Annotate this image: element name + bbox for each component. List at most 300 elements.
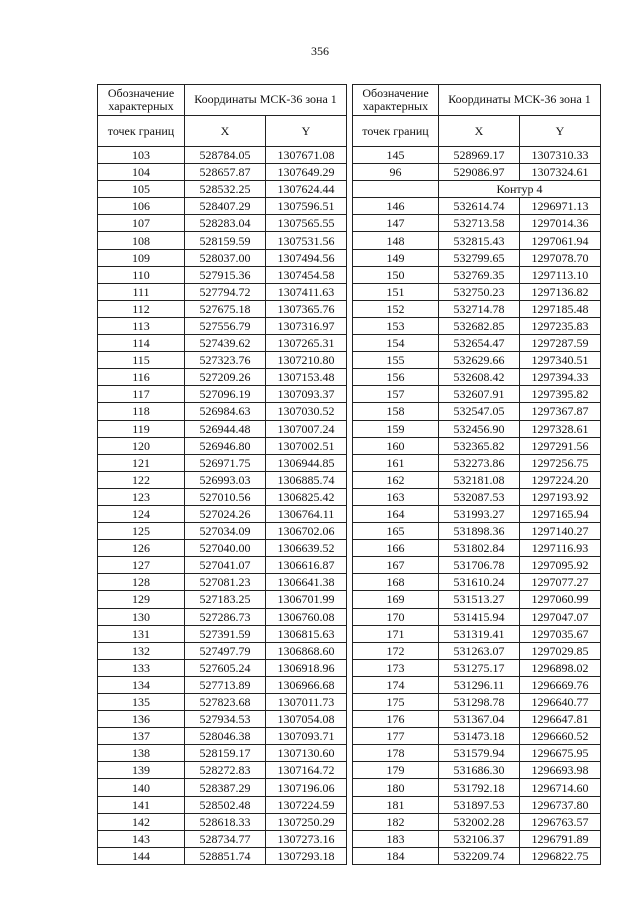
point-id-cell: 129	[98, 591, 185, 608]
y-value-cell: 1297328.61	[520, 420, 601, 437]
x-value-cell: 527794.72	[185, 283, 266, 300]
x-value-cell: 527183.25	[185, 591, 266, 608]
point-id-cell: 118	[98, 403, 185, 420]
point-id-cell: 159	[353, 420, 439, 437]
x-value-cell: 532106.37	[439, 830, 520, 847]
point-id-cell: 139	[98, 762, 185, 779]
x-value-cell: 527915.36	[185, 266, 266, 283]
y-value-cell: 1297395.82	[520, 386, 601, 403]
x-value-cell: 531275.17	[439, 659, 520, 676]
y-value-cell: 1297193.92	[520, 488, 601, 505]
x-value-cell: 527041.07	[185, 557, 266, 574]
table-row	[98, 779, 347, 796]
point-id-cell: 158	[353, 403, 439, 420]
point-id-cell: 105	[98, 181, 185, 198]
table-row	[353, 249, 601, 266]
x-value-cell: 527934.53	[185, 711, 266, 728]
y-value-cell: 1297291.56	[520, 437, 601, 454]
table-row	[353, 420, 601, 437]
x-value-cell: 527209.26	[185, 369, 266, 386]
y-column-header: Y	[266, 116, 347, 147]
x-value-cell: 531263.07	[439, 642, 520, 659]
y-value-cell: 1306760.08	[266, 608, 347, 625]
point-id-cell: 103	[98, 147, 185, 164]
y-value-cell: 1306966.68	[266, 676, 347, 693]
table-row	[353, 300, 601, 317]
point-id-cell: 134	[98, 676, 185, 693]
x-value-cell: 532713.58	[439, 215, 520, 232]
x-value-cell: 531897.53	[439, 796, 520, 813]
point-id-cell: 138	[98, 745, 185, 762]
y-value-cell: 1307494.56	[266, 249, 347, 266]
table-row	[353, 164, 601, 181]
y-value-cell: 1307250.29	[266, 813, 347, 830]
y-value-cell: 1306701.99	[266, 591, 347, 608]
point-id-cell: 173	[353, 659, 439, 676]
y-value-cell: 1297077.27	[520, 574, 601, 591]
x-value-cell: 528283.04	[185, 215, 266, 232]
y-value-cell: 1296791.89	[520, 830, 601, 847]
point-id-cell: 175	[353, 694, 439, 711]
y-value-cell: 1307365.76	[266, 300, 347, 317]
table-row	[353, 847, 601, 864]
point-id-cell: 146	[353, 198, 439, 215]
x-value-cell: 531792.18	[439, 779, 520, 796]
x-value-cell: 527391.59	[185, 625, 266, 642]
y-value-cell: 1297256.75	[520, 454, 601, 471]
table-row	[353, 659, 601, 676]
x-value-cell: 531802.84	[439, 540, 520, 557]
point-id-cell: 96	[353, 164, 439, 181]
point-id-cell: 157	[353, 386, 439, 403]
point-id-cell: 156	[353, 369, 439, 386]
point-id-cell: 126	[98, 540, 185, 557]
x-value-cell: 531579.94	[439, 745, 520, 762]
point-id-cell: 154	[353, 335, 439, 352]
table-row	[353, 403, 601, 420]
point-id-cell: 137	[98, 728, 185, 745]
table-row	[98, 625, 347, 642]
x-value-cell: 531473.18	[439, 728, 520, 745]
y-value-cell: 1307054.08	[266, 711, 347, 728]
point-id-cell: 130	[98, 608, 185, 625]
x-value-cell: 528784.05	[185, 147, 266, 164]
y-value-cell: 1307454.58	[266, 266, 347, 283]
table-row	[98, 386, 347, 403]
point-id-cell: 131	[98, 625, 185, 642]
x-value-cell: 531706.78	[439, 557, 520, 574]
coordinates-table-left	[97, 84, 347, 865]
y-value-cell: 1306944.85	[266, 454, 347, 471]
y-value-cell: 1297140.27	[520, 523, 601, 540]
x-value-cell: 527081.23	[185, 574, 266, 591]
y-value-cell: 1306868.60	[266, 642, 347, 659]
table-row	[98, 317, 347, 334]
table-row	[353, 591, 601, 608]
point-id-cell: 169	[353, 591, 439, 608]
y-value-cell: 1296763.57	[520, 813, 601, 830]
table-row	[353, 557, 601, 574]
point-id-cell: 149	[353, 249, 439, 266]
y-column-header: Y	[520, 116, 601, 147]
x-value-cell: 532815.43	[439, 232, 520, 249]
table-row	[98, 147, 347, 164]
table-row	[98, 694, 347, 711]
table-row	[98, 335, 347, 352]
x-value-cell: 527823.68	[185, 694, 266, 711]
point-id-cell: 152	[353, 300, 439, 317]
point-id-cell: 148	[353, 232, 439, 249]
x-value-cell: 531319.41	[439, 625, 520, 642]
point-label-header-bottom: точек границ	[98, 116, 185, 147]
point-id-cell: 140	[98, 779, 185, 796]
x-value-cell: 526984.63	[185, 403, 266, 420]
point-id-cell: 127	[98, 557, 185, 574]
y-value-cell: 1297394.33	[520, 369, 601, 386]
y-value-cell: 1306616.87	[266, 557, 347, 574]
x-value-cell: 532181.08	[439, 471, 520, 488]
point-id-cell: 174	[353, 676, 439, 693]
table-row	[353, 198, 601, 215]
table-row	[353, 574, 601, 591]
y-value-cell: 1307310.33	[520, 147, 601, 164]
table-row	[353, 471, 601, 488]
point-id-cell: 106	[98, 198, 185, 215]
table-row	[353, 762, 601, 779]
point-id-cell: 151	[353, 283, 439, 300]
x-value-cell: 528618.33	[185, 813, 266, 830]
y-value-cell: 1307210.80	[266, 352, 347, 369]
y-value-cell: 1296647.81	[520, 711, 601, 728]
table-row	[353, 540, 601, 557]
x-value-cell: 532607.91	[439, 386, 520, 403]
point-id-cell: 160	[353, 437, 439, 454]
x-value-cell: 527096.19	[185, 386, 266, 403]
table-row	[98, 352, 347, 369]
x-value-cell: 528407.29	[185, 198, 266, 215]
y-value-cell: 1307007.24	[266, 420, 347, 437]
x-value-cell: 532209.74	[439, 847, 520, 864]
y-value-cell: 1297014.36	[520, 215, 601, 232]
point-id-cell: 178	[353, 745, 439, 762]
table-row	[98, 249, 347, 266]
y-value-cell: 1307531.56	[266, 232, 347, 249]
table-row	[353, 608, 601, 625]
table-row	[353, 796, 601, 813]
x-value-cell: 531298.78	[439, 694, 520, 711]
table-row	[98, 591, 347, 608]
x-value-cell: 528159.59	[185, 232, 266, 249]
x-value-cell: 532365.82	[439, 437, 520, 454]
table-row	[98, 369, 347, 386]
table-row	[98, 437, 347, 454]
table-row	[98, 813, 347, 830]
point-label-header-top: Обозначение характерных	[98, 85, 185, 116]
point-id-cell: 170	[353, 608, 439, 625]
point-id-cell: 120	[98, 437, 185, 454]
table-row	[353, 625, 601, 642]
x-value-cell: 532629.66	[439, 352, 520, 369]
table-row	[98, 728, 347, 745]
point-id-cell: 115	[98, 352, 185, 369]
y-value-cell: 1306702.06	[266, 523, 347, 540]
y-value-cell: 1296660.52	[520, 728, 601, 745]
table-row	[353, 215, 601, 232]
table-row	[353, 779, 601, 796]
empty-cell	[353, 181, 439, 198]
point-id-cell: 136	[98, 711, 185, 728]
x-value-cell: 528502.48	[185, 796, 266, 813]
point-id-cell: 147	[353, 215, 439, 232]
point-id-cell: 172	[353, 642, 439, 659]
x-value-cell: 529086.97	[439, 164, 520, 181]
point-id-cell: 122	[98, 471, 185, 488]
x-value-cell: 528851.74	[185, 847, 266, 864]
y-value-cell: 1307324.61	[520, 164, 601, 181]
table-row	[98, 198, 347, 215]
point-id-cell: 163	[353, 488, 439, 505]
y-value-cell: 1297061.94	[520, 232, 601, 249]
y-value-cell: 1297060.99	[520, 591, 601, 608]
point-id-cell: 128	[98, 574, 185, 591]
table-row	[98, 557, 347, 574]
table-row	[98, 745, 347, 762]
x-value-cell: 531296.11	[439, 676, 520, 693]
point-id-cell: 155	[353, 352, 439, 369]
table-row	[353, 147, 601, 164]
point-id-cell: 171	[353, 625, 439, 642]
x-value-cell: 532087.53	[439, 488, 520, 505]
y-value-cell: 1307411.63	[266, 283, 347, 300]
x-value-cell: 532769.35	[439, 266, 520, 283]
x-value-cell: 527605.24	[185, 659, 266, 676]
x-value-cell: 527034.09	[185, 523, 266, 540]
table-row	[353, 352, 601, 369]
point-id-cell: 176	[353, 711, 439, 728]
y-value-cell: 1307293.18	[266, 847, 347, 864]
table-row	[98, 830, 347, 847]
y-value-cell: 1307196.06	[266, 779, 347, 796]
y-value-cell: 1296898.02	[520, 659, 601, 676]
table-row	[353, 642, 601, 659]
x-value-cell: 526971.75	[185, 454, 266, 471]
y-value-cell: 1307596.51	[266, 198, 347, 215]
table-row	[353, 711, 601, 728]
point-id-cell: 113	[98, 317, 185, 334]
x-value-cell: 527556.79	[185, 317, 266, 334]
section-label: Контур 4	[439, 181, 601, 198]
x-value-cell: 527286.73	[185, 608, 266, 625]
x-value-cell: 532714.78	[439, 300, 520, 317]
point-id-cell: 182	[353, 813, 439, 830]
x-value-cell: 527040.00	[185, 540, 266, 557]
y-value-cell: 1296714.60	[520, 779, 601, 796]
y-value-cell: 1297095.92	[520, 557, 601, 574]
y-value-cell: 1307164.72	[266, 762, 347, 779]
y-value-cell: 1307265.31	[266, 335, 347, 352]
y-value-cell: 1297047.07	[520, 608, 601, 625]
point-id-cell: 114	[98, 335, 185, 352]
point-id-cell: 181	[353, 796, 439, 813]
x-value-cell: 528969.17	[439, 147, 520, 164]
x-value-cell: 526946.80	[185, 437, 266, 454]
table-row	[98, 215, 347, 232]
point-id-cell: 109	[98, 249, 185, 266]
y-value-cell: 1297029.85	[520, 642, 601, 659]
y-value-cell: 1297367.87	[520, 403, 601, 420]
y-value-cell: 1306764.11	[266, 505, 347, 522]
table-row	[353, 335, 601, 352]
x-value-cell: 528657.87	[185, 164, 266, 181]
table-row	[98, 847, 347, 864]
point-id-cell: 123	[98, 488, 185, 505]
coordinates-table-right	[352, 84, 601, 865]
point-id-cell: 166	[353, 540, 439, 557]
table-row	[353, 181, 601, 198]
table-row	[353, 437, 601, 454]
y-value-cell: 1297340.51	[520, 352, 601, 369]
x-value-cell: 532608.42	[439, 369, 520, 386]
table-row	[98, 711, 347, 728]
x-value-cell: 528532.25	[185, 181, 266, 198]
point-id-cell: 117	[98, 386, 185, 403]
x-value-cell: 527713.89	[185, 676, 266, 693]
table-row	[353, 830, 601, 847]
y-value-cell: 1307649.29	[266, 164, 347, 181]
point-id-cell: 180	[353, 779, 439, 796]
x-value-cell: 532654.47	[439, 335, 520, 352]
x-column-header: X	[185, 116, 266, 147]
y-value-cell: 1296669.76	[520, 676, 601, 693]
y-value-cell: 1306825.42	[266, 488, 347, 505]
point-id-cell: 150	[353, 266, 439, 283]
y-value-cell: 1307671.08	[266, 147, 347, 164]
point-id-cell: 153	[353, 317, 439, 334]
x-value-cell: 532002.28	[439, 813, 520, 830]
x-value-cell: 531993.27	[439, 505, 520, 522]
point-id-cell: 145	[353, 147, 439, 164]
x-column-header: X	[439, 116, 520, 147]
y-value-cell: 1307093.71	[266, 728, 347, 745]
point-id-cell: 143	[98, 830, 185, 847]
x-value-cell: 528272.83	[185, 762, 266, 779]
table-row	[353, 386, 601, 403]
x-value-cell: 531610.24	[439, 574, 520, 591]
point-id-cell: 107	[98, 215, 185, 232]
point-id-cell: 135	[98, 694, 185, 711]
x-value-cell: 526993.03	[185, 471, 266, 488]
x-value-cell: 532614.74	[439, 198, 520, 215]
table-row	[98, 420, 347, 437]
point-id-cell: 179	[353, 762, 439, 779]
x-value-cell: 531415.94	[439, 608, 520, 625]
x-value-cell: 532750.23	[439, 283, 520, 300]
y-value-cell: 1307273.16	[266, 830, 347, 847]
y-value-cell: 1297078.70	[520, 249, 601, 266]
point-id-cell: 111	[98, 283, 185, 300]
x-value-cell: 527024.26	[185, 505, 266, 522]
point-id-cell: 104	[98, 164, 185, 181]
point-id-cell: 161	[353, 454, 439, 471]
table-row	[98, 796, 347, 813]
point-id-cell: 125	[98, 523, 185, 540]
point-id-cell: 124	[98, 505, 185, 522]
y-value-cell: 1306639.52	[266, 540, 347, 557]
y-value-cell: 1306885.74	[266, 471, 347, 488]
x-value-cell: 527675.18	[185, 300, 266, 317]
y-value-cell: 1296675.95	[520, 745, 601, 762]
y-value-cell: 1297185.48	[520, 300, 601, 317]
point-id-cell: 119	[98, 420, 185, 437]
y-value-cell: 1307224.59	[266, 796, 347, 813]
table-row	[353, 283, 601, 300]
y-value-cell: 1307130.60	[266, 745, 347, 762]
table-row	[98, 181, 347, 198]
coord-system-header: Координаты МСК-36 зона 1	[185, 85, 347, 116]
y-value-cell: 1296822.75	[520, 847, 601, 864]
table-row	[98, 454, 347, 471]
table-row	[353, 454, 601, 471]
y-value-cell: 1307093.37	[266, 386, 347, 403]
point-id-cell: 168	[353, 574, 439, 591]
point-id-cell: 177	[353, 728, 439, 745]
table-row	[353, 728, 601, 745]
table-row	[353, 317, 601, 334]
x-value-cell: 528046.38	[185, 728, 266, 745]
y-value-cell: 1307011.73	[266, 694, 347, 711]
x-value-cell: 528159.17	[185, 745, 266, 762]
table-row	[353, 369, 601, 386]
table-row	[98, 642, 347, 659]
y-value-cell: 1297224.20	[520, 471, 601, 488]
point-id-cell: 142	[98, 813, 185, 830]
table-row	[98, 505, 347, 522]
y-value-cell: 1297136.82	[520, 283, 601, 300]
table-row	[353, 694, 601, 711]
point-id-cell: 116	[98, 369, 185, 386]
y-value-cell: 1297035.67	[520, 625, 601, 642]
y-value-cell: 1306641.38	[266, 574, 347, 591]
table-row	[353, 676, 601, 693]
x-value-cell: 527439.62	[185, 335, 266, 352]
table-row	[353, 523, 601, 540]
point-id-cell: 144	[98, 847, 185, 864]
y-value-cell: 1307153.48	[266, 369, 347, 386]
x-value-cell: 532273.86	[439, 454, 520, 471]
table-row	[98, 540, 347, 557]
point-id-cell: 133	[98, 659, 185, 676]
y-value-cell: 1307565.55	[266, 215, 347, 232]
x-value-cell: 528037.00	[185, 249, 266, 266]
table-row	[98, 164, 347, 181]
y-value-cell: 1297113.10	[520, 266, 601, 283]
table-row	[353, 505, 601, 522]
table-row	[98, 659, 347, 676]
x-value-cell: 532682.85	[439, 317, 520, 334]
point-id-cell: 108	[98, 232, 185, 249]
page-number: 356	[311, 44, 329, 58]
table-row	[98, 266, 347, 283]
table-row	[353, 745, 601, 762]
point-id-cell: 132	[98, 642, 185, 659]
point-id-cell: 184	[353, 847, 439, 864]
y-value-cell: 1307030.52	[266, 403, 347, 420]
y-value-cell: 1307002.51	[266, 437, 347, 454]
x-value-cell: 528387.29	[185, 779, 266, 796]
table-row	[98, 471, 347, 488]
y-value-cell: 1297165.94	[520, 505, 601, 522]
x-value-cell: 531513.27	[439, 591, 520, 608]
